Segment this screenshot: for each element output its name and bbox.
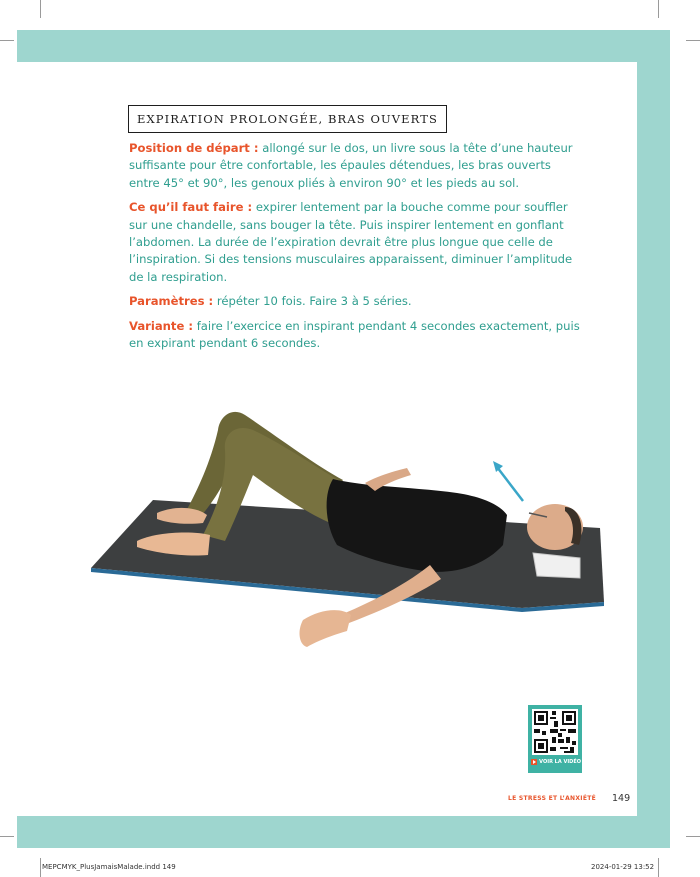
section-label: Ce qu’il faut faire : (129, 200, 253, 215)
breath-arrow-line (497, 467, 523, 501)
section-start-position (129, 140, 584, 192)
section-variant (129, 318, 584, 353)
video-qr-code[interactable] (528, 705, 582, 773)
exercise-instructions (129, 140, 584, 359)
section-label: Variante : (129, 318, 194, 333)
hand (300, 610, 351, 647)
qr-code-image (532, 709, 578, 755)
watch-video-link[interactable] (531, 759, 581, 765)
watch-video-label: VOIR LA VIDÉO (539, 759, 581, 765)
section-text: faire l’exercice en inspirant pendant 4 secondes exactement, puis en expirant pendant 6 secondes. (129, 318, 580, 351)
slug-date: 2024-01-29 13:52 (591, 863, 655, 871)
section-label: Paramètres : (129, 294, 214, 309)
crop-mark (0, 836, 14, 837)
section-text: expirer lentement par la bouche comme pour souffler sur une chandelle, sans bouger la tête. Puis inspirer lentement en gonflant l’abdomen. La durée de l’expiration devrait être plus longue que celle de l’inspiration. Si des tensions musculaires apparaissent, diminuer l’amplitude de la respiration. (129, 200, 573, 284)
slug-filename: MEPCMYK_PlusJamaisMalade.indd 149 (42, 863, 176, 871)
crop-mark (686, 40, 700, 41)
crop-mark (686, 836, 700, 837)
section-parameters (129, 293, 584, 310)
section-label: Position de départ : (129, 141, 259, 155)
section-what-to-do (129, 199, 584, 286)
section-text: répéter 10 fois. Faire 3 à 5 séries. (213, 294, 412, 309)
page-number: 149 (612, 793, 631, 804)
crop-mark (658, 858, 659, 877)
play-icon (531, 759, 537, 765)
crop-mark (0, 40, 14, 41)
qr-pattern-icon (532, 709, 578, 755)
crop-mark (658, 0, 659, 18)
running-footer-section: LE STRESS ET L’ANXIÉTÉ (508, 795, 597, 802)
exercise-photo (85, 395, 610, 685)
exercise-title: EXPIRATION PROLONGÉE, BRAS OUVERTS (128, 105, 447, 133)
crop-mark (40, 858, 41, 877)
crop-mark (40, 0, 41, 18)
section-text: allongé sur le dos, un livre sous la tête d’une hauteur suffisante pour être confortable, les épaules détendues, les bras ouverts entre 45° et 90°, les genoux pliés à environ 90° et les pieds au sol. (129, 141, 573, 190)
book (533, 553, 580, 578)
